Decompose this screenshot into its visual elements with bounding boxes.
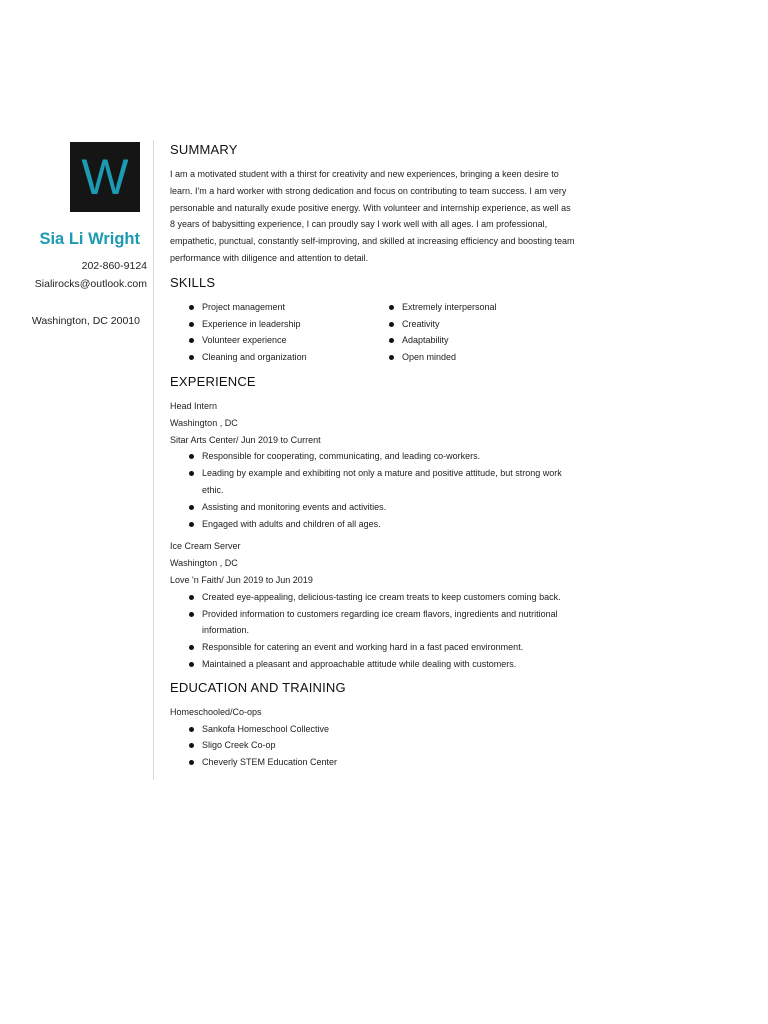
- skill-item: Experience in leadership: [188, 316, 388, 333]
- skill-item: Cleaning and organization: [188, 349, 388, 366]
- job-duty: Maintained a pleasant and approachable attitude while dealing with customers.: [188, 656, 572, 673]
- job-entry: [170, 538, 575, 672]
- phone-number: 202-860-9124: [81, 260, 147, 272]
- job-position: Head Intern: [170, 400, 218, 411]
- job-duties: [170, 448, 575, 532]
- education-heading: EDUCATION AND TRAINING: [170, 679, 346, 695]
- skills-column-left: [170, 299, 388, 366]
- candidate-name: Sia Li Wright: [39, 230, 140, 248]
- location: Washington, DC 20010: [31, 315, 140, 327]
- experience-heading: EXPERIENCE: [170, 373, 256, 389]
- summary-section: [170, 141, 575, 267]
- education-list: [170, 721, 575, 771]
- education-item: Sankofa Homeschool Collective: [188, 721, 575, 738]
- job-duty: Leading by example and exhibiting not only a mature and positive attitude, but strong work ethic.: [188, 465, 572, 499]
- education-section: [170, 679, 575, 771]
- skill-item: Volunteer experience: [188, 332, 388, 349]
- column-divider: [153, 140, 154, 780]
- skill-item: Adaptability: [388, 332, 568, 349]
- skills-list: [170, 299, 575, 366]
- summary-heading: SUMMARY: [170, 142, 238, 157]
- summary-text: I am a motivated student with a thirst for creativity and new experiences, bringing a keen desire to learn. I'm a hard worker with strong dedication and focus on contributing to team success. I am very personable and naturally exude positive energy. With volunteer and internship experience, as well as 8 years of babysitting experience, I can proudly say I work well with all ages. I am professional, empathetic, punctual, constantly self-improving, and skilled at increasing efficiency and boosting team performance with diligence and attention to detail.: [170, 169, 575, 263]
- job-duty: Responsible for cooperating, communicating, and leading co-workers.: [188, 448, 572, 465]
- skill-item: Extremely interpersonal: [388, 299, 568, 316]
- job-duty: Assisting and monitoring events and activities.: [188, 499, 572, 516]
- skills-column-right: [388, 299, 568, 366]
- job-duty: Responsible for catering an event and working hard in a fast paced environment.: [188, 639, 572, 656]
- monogram-logo: [70, 142, 140, 212]
- job-location: Washington , DC: [170, 558, 238, 569]
- education-item: Sligo Creek Co-op: [188, 737, 575, 754]
- skills-heading: SKILLS: [170, 274, 216, 290]
- sidebar: [0, 0, 154, 1024]
- skill-item: Project management: [188, 299, 388, 316]
- skills-section: [170, 274, 575, 366]
- job-location: Washington , DC: [170, 417, 238, 428]
- experience-section: [170, 373, 575, 673]
- job-employer-dates: Sitar Arts Center/ Jun 2019 to Current: [170, 434, 321, 445]
- skill-item: Open minded: [388, 349, 568, 366]
- job-duty: Engaged with adults and children of all ages.: [188, 516, 572, 533]
- job-entry: [170, 398, 575, 532]
- job-employer-dates: Love 'n Faith/ Jun 2019 to Jun 2019: [170, 574, 313, 585]
- job-duty: Provided information to customers regarding ice cream flavors, ingredients and nutritional information.: [188, 606, 572, 640]
- job-duty: Created eye-appealing, delicious-tasting ice cream treats to keep customers coming back.: [188, 589, 572, 606]
- job-position: Ice Cream Server: [170, 541, 241, 552]
- main-content: [170, 141, 575, 771]
- skill-item: Creativity: [388, 316, 568, 333]
- job-duties: [170, 589, 575, 673]
- school-name: Homeschooled/Co-ops: [170, 706, 262, 717]
- education-item: Cheverly STEM Education Center: [188, 754, 575, 771]
- monogram-letter: W: [81, 149, 129, 205]
- email-address: Sialirocks@outlook.com: [34, 278, 147, 290]
